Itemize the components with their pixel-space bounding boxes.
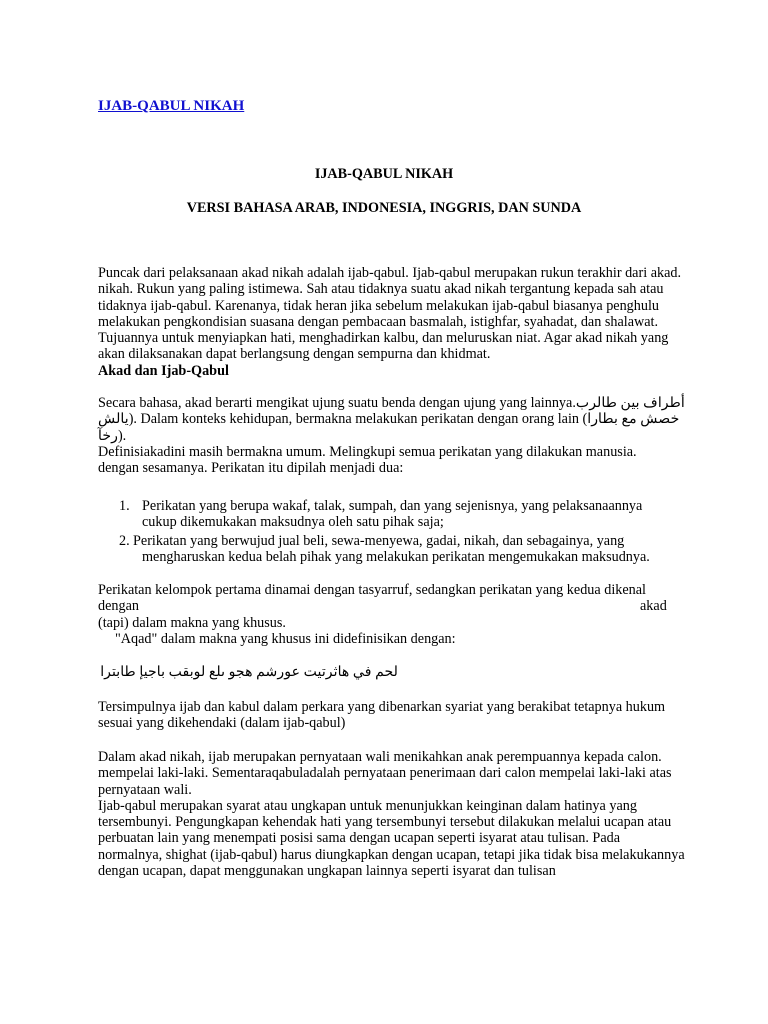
summary-paragraph bbox=[98, 699, 696, 732]
intro-line: Puncak dari pelaksanaan akad nikah adalah ijab-qabul. Ijab-qabul merupakan rukun terakhir dari akad. bbox=[98, 265, 682, 281]
paragraph-line: Perikatan kelompok pertama dinamai dengan tasyarruf, sedangkan perikatan yang kedua dikenal bbox=[98, 582, 646, 598]
list-item-line: Perikatan yang berupa wakaf, talak, sumpah, dan yang sejenisnya, yang pelaksanaannya bbox=[142, 498, 643, 514]
akad-text: ). bbox=[117, 427, 127, 444]
arabic-text: خصش مع بطارا bbox=[587, 411, 680, 428]
akad-text: ). Dalam konteks kehidupan, bermakna melakukan perikatan dengan orang lain ( bbox=[128, 411, 588, 428]
paragraph-line: dengan ucapan, dapat menggunakan ungkapan lainnya seperti isyarat dan tulisan bbox=[98, 863, 556, 880]
document-link-title[interactable]: IJAB-QABUL NIKAH bbox=[98, 98, 245, 114]
arabic-definition: لحم في هاثرتيت عورشم هجو ىلع لوبقب باجيإ طابترا bbox=[100, 664, 398, 680]
intro-paragraph bbox=[98, 265, 696, 379]
list-item-line: mengharuskan kedua belah pihak yang melakukan perikatan mengemukakan maksudnya. bbox=[142, 549, 650, 565]
list-marker: 2. bbox=[119, 533, 130, 549]
intro-line: melakukan pengkondisian suasana dengan pembacaan basmalah, istighfar, syahadat, dan shalawat. bbox=[98, 313, 659, 330]
intro-line: tidaknya ijab-qabul. Karenanya, tidak heran jika sebelum melakukan ijab-qabul biasanya penghulu bbox=[98, 297, 660, 314]
list-marker: 1. bbox=[119, 498, 130, 514]
paragraph-line: Dalam akad nikah, ijab merupakan pernyataan wali menikahkan anak perempuannya kepada calon. bbox=[98, 749, 662, 765]
arabic-text: رخآ bbox=[98, 427, 118, 444]
list-item-line: Perikatan yang berwujud jual beli, sewa-menyewa, gadai, nikah, dan sebagainya, yang bbox=[133, 533, 625, 549]
paragraph-line: perbuatan lain yang menempati posisi sama dengan ucapan seperti isyarat atau tulisan. Pada bbox=[98, 830, 621, 847]
paragraph-line: normalnya, shighat (ijab-qabul) harus diungkapkan dengan ucapan, tetapi jika tidak bisa melakukannya bbox=[98, 846, 685, 863]
akad-paragraph bbox=[98, 395, 708, 476]
ijab-qabul-paragraph bbox=[98, 749, 708, 879]
paragraph-line: (tapi) dalam makna yang khusus. bbox=[98, 614, 286, 631]
definition-line: Definisiakadini masih bermakna umum. Melingkupi semua perikatan yang dilakukan manusia. bbox=[98, 443, 637, 460]
paragraph-line: Ijab-qabul merupakan syarat atau ungkapan untuk menunjukkan keinginan dalam hatinya yang bbox=[98, 797, 637, 814]
definition-line: dengan sesamanya. Perikatan itu dipilah menjadi dua: bbox=[98, 460, 404, 477]
arabic-text: يالش bbox=[98, 411, 129, 428]
paragraph-line: mempelai laki-laki. Sementaraqabuladalah pernyataan penerimaan dari calon mempelai laki-laki atas bbox=[98, 765, 672, 782]
section-heading: Akad dan Ijab-Qabul bbox=[98, 362, 229, 379]
intro-line: nikah. Rukun yang paling istimewa. Sah atau tidaknya suatu akad nikah tergantung kepada sah atau bbox=[98, 281, 664, 298]
akad-text: Secara bahasa, akad berarti mengikat ujung suatu benda dengan ujung yang lainnya. bbox=[98, 395, 576, 411]
paragraph-word: akad bbox=[640, 598, 667, 615]
list-item-line: cukup dikemukakan maksudnya oleh satu pihak saja; bbox=[142, 514, 444, 530]
intro-line: akan dilaksanakan dapat berlangsung dengan sempurna dan khidmat. bbox=[98, 346, 491, 363]
paragraph-word: dengan bbox=[98, 598, 139, 615]
tasyarruf-paragraph bbox=[98, 582, 696, 647]
intro-line: Tujuannya untuk menyiapkan hati, menghadirkan kalbu, dan meluruskan niat. Agar akad nikah yang bbox=[98, 330, 669, 347]
paragraph-line: Tersimpulnya ijab dan kabul dalam perkara yang dibenarkan syariat yang berakibat tetapnya hukum bbox=[98, 699, 666, 715]
paragraph-line: sesuai yang dikehendaki (dalam ijab-qabul) bbox=[98, 715, 346, 732]
arabic-text: أطراف بين طالرب bbox=[575, 395, 685, 411]
paragraph-line: tersembunyi. Pengungkapan kehendak hati yang tersembunyi tersebut dilakukan melalui ucapan atau bbox=[98, 814, 672, 831]
document-title: IJAB-QABUL NIKAH bbox=[314, 166, 454, 182]
paragraph-line: "Aqad" dalam makna yang khusus ini didefinisikan dengan: bbox=[115, 630, 456, 647]
paragraph-line: pernyataan wali. bbox=[98, 781, 192, 798]
document-subtitle: VERSI BAHASA ARAB, INDONESIA, INGGRIS, DAN SUNDA bbox=[186, 200, 582, 216]
